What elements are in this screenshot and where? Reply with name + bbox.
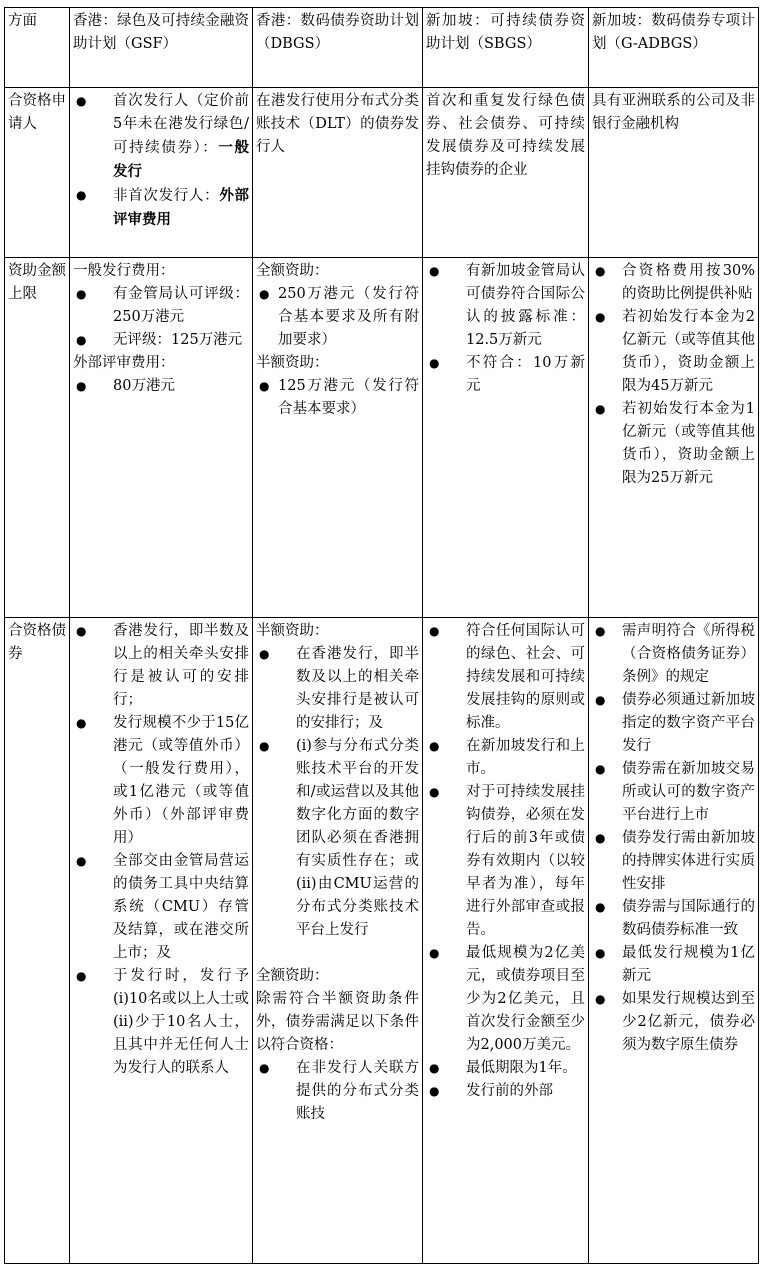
list-item: ● 若初始发行本金为1亿新元（或等值其他货币），资助金额上限为25万新元 xyxy=(592,398,755,490)
subheading: 半额资助： xyxy=(256,355,329,371)
row2-gsf-cell xyxy=(70,258,253,618)
row3-gsf-cell xyxy=(70,618,253,1264)
row2-dbgs-cell xyxy=(253,258,423,618)
subheading: 外部评审费用： xyxy=(73,355,175,371)
header-sbgs: 新加坡：可持续债券资助计划（SBGS） xyxy=(423,8,589,88)
row1-aspect: 合资格申请人 xyxy=(5,88,70,258)
list-item: ● 香港发行，即半数及以上的相关牵头安排行是被认可的安排行； xyxy=(73,620,249,712)
list-item: ● 于发行时，发行予(i)10名或以上人士或(ii)少于10名人士，且其中并无任何人士为发行人的联系人 xyxy=(73,965,249,1080)
row1-dbgs-cell: 在港发行使用分布式分类账技术（DLT）的债券发行人 xyxy=(253,88,423,258)
row3-aspect: 合资格债券 xyxy=(5,618,70,1264)
list-item: ● 有金管局认可评级：250万港元 xyxy=(73,283,249,329)
list-item: ● 债券必须通过新加坡指定的数字资产平台发行 xyxy=(592,689,755,758)
list-item: ● 非首次发行人：外部评审费用 xyxy=(73,184,249,232)
list-item: ● 不符合：10万新元 xyxy=(426,352,585,398)
list-item: ● 符合任何国际认可的绿色、社会、可持续发展和可持续发展挂钩的原则或标准。 xyxy=(426,620,585,735)
list-item: ● 在非发行人关联方提供的分布式分类账技 xyxy=(256,1057,419,1126)
list-item: ● 债券需与国际通行的数码债券标准一致 xyxy=(592,896,755,942)
row3-dbgs-cell xyxy=(253,618,423,1264)
subheading: 全额资助： xyxy=(256,263,329,279)
row-eligible-applicant xyxy=(5,88,759,258)
header-aspect: 方面 xyxy=(5,8,70,88)
list-item: ● 对于可持续发展挂钩债券，必须在发行后的前3年或债券有效期内（以较早者为准），每年进行外部审查或报告。 xyxy=(426,781,585,942)
list-item: ● (i)参与分布式分类账技术平台的开发和/或运营以及其他数字化方面的数字团队必须在香港拥有实质性存在；或(ii)由CMU运营的分布式分类账技术平台上发行 xyxy=(256,735,419,942)
subheading: 一般发行费用： xyxy=(73,263,175,279)
header-dbgs: 香港：数码债券资助计划（DBGS） xyxy=(253,8,423,88)
list-item: ● 若初始发行本金为2亿新元（或等值其他货币），资助金额上限为45万新元 xyxy=(592,306,755,398)
list-item: ● 有新加坡金管局认可债券符合国际公认的披露标准：12.5万新元 xyxy=(426,260,585,352)
row1-gsf-cell xyxy=(70,88,253,258)
list-item: ● 首次发行人（定价前5年未在港发行绿色/可持续债券）：一般发行 xyxy=(73,90,249,184)
list-item: ● 250万港元（发行符合基本要求及所有附加要求） xyxy=(256,283,419,352)
row2-sbgs-cell xyxy=(423,258,589,618)
list-item: ● 发行规模不少于15亿港元（或等值外币）（一般发行费用），或1亿港元（或等值外币）（外部评审费用） xyxy=(73,712,249,850)
list-item: ● 需声明符合《所得税（合资格债务证券）条例》的规定 xyxy=(592,620,755,689)
list-item: ● 80万港元 xyxy=(73,375,249,398)
row1-gadbgs-cell: 具有亚洲联系的公司及非银行金融机构 xyxy=(589,88,759,258)
header-gadbgs: 新加坡：数码债券专项计划（G-ADBGS） xyxy=(589,8,759,88)
list-item: ● 债券需在新加坡交易所或认可的数字资产平台进行上市 xyxy=(592,758,755,827)
list-item: ● 最低规模为2亿美元，或债券项目至少为2亿美元，且首次发行金额至少为2,000万美元。 xyxy=(426,942,585,1057)
list-item: ● 在新加坡发行和上市。 xyxy=(426,735,585,781)
row-eligible-bonds xyxy=(5,618,759,1264)
list-item: ● 125万港元（发行符合基本要求） xyxy=(256,375,419,421)
list-item: ● 全部交由金管局营运的债务工具中央结算系统（CMU）存管及结算，或在港交所上市；及 xyxy=(73,850,249,965)
comparison-table xyxy=(4,7,759,1264)
row2-gadbgs-cell xyxy=(589,258,759,618)
list-item: ● 最低期限为1年。 xyxy=(426,1057,585,1080)
subheading: 半额资助： xyxy=(256,623,329,639)
list-item: ● 合资格费用按30%的资助比例提供补贴 xyxy=(592,260,755,306)
list-item: ● 在香港发行，即半数及以上的相关牵头安排行是被认可的安排行；及 xyxy=(256,643,419,735)
row-funding-cap xyxy=(5,258,759,618)
list-item: ● 发行前的外部 xyxy=(426,1080,585,1103)
list-item: ● 债券发行需由新加坡的持牌实体进行实质性安排 xyxy=(592,827,755,896)
row2-aspect: 资助金额上限 xyxy=(5,258,70,618)
row1-sbgs-cell: 首次和重复发行绿色债券、社会债券、可持续发展债券及可持续发展挂钩债券的企业 xyxy=(423,88,589,258)
header-gsf: 香港：绿色及可持续金融资助计划（GSF） xyxy=(70,8,253,88)
paragraph: 除需符合半额资助条件外，债券需满足以下条件以符合资格： xyxy=(256,991,419,1053)
list-item: ● 如果发行规模达到至少2亿新元，债券必须为数字原生债券 xyxy=(592,988,755,1057)
row3-gadbgs-cell xyxy=(589,618,759,1264)
row1-gsf-list xyxy=(73,90,249,232)
header-row xyxy=(5,8,759,88)
list-item: ● 最低发行规模为1亿新元 xyxy=(592,942,755,988)
list-item: ● 无评级：125万港元 xyxy=(73,329,249,352)
subheading: 全额资助： xyxy=(256,968,329,984)
row3-sbgs-cell xyxy=(423,618,589,1264)
